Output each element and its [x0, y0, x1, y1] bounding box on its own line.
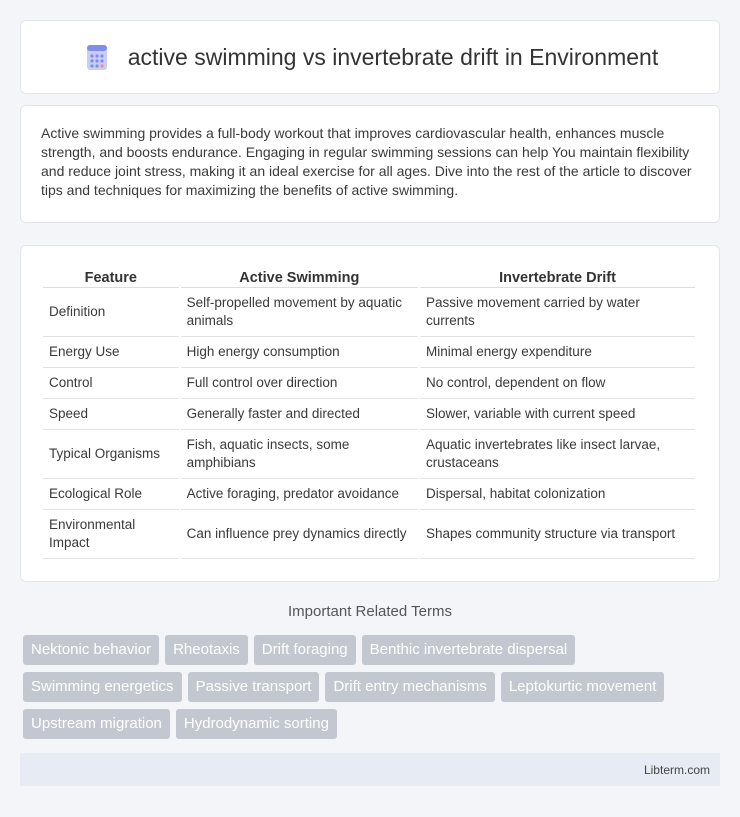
term-tag[interactable]: Leptokurtic movement: [501, 672, 665, 702]
table-cell: Aquatic invertebrates like insect larvae, crustaceans: [420, 430, 695, 479]
term-tag[interactable]: Drift foraging: [254, 635, 356, 665]
related-terms-title: Important Related Terms: [288, 603, 452, 620]
table-cell: Dispersal, habitat colonization: [420, 479, 695, 510]
related-terms-list: [23, 635, 723, 746]
term-tag[interactable]: Benthic invertebrate dispersal: [362, 635, 576, 665]
footer-site-link[interactable]: Libterm.com: [643, 762, 710, 777]
column-header: Active Swimming: [181, 266, 418, 288]
term-tag[interactable]: Passive transport: [188, 672, 320, 702]
table-cell: Energy Use: [43, 337, 179, 368]
table-cell: Speed: [43, 399, 179, 430]
page-title: active swimming vs invertebrate drift in Environment: [127, 43, 659, 70]
table-row: [43, 399, 695, 430]
table-row: [43, 337, 695, 368]
table-row: [43, 368, 695, 399]
table-cell: No control, dependent on flow: [420, 368, 695, 399]
table-cell: Definition: [43, 288, 179, 337]
header-card: [20, 20, 720, 94]
table-cell: Slower, variable with current speed: [420, 399, 695, 430]
table-row: [43, 510, 695, 559]
comparison-table: [41, 266, 697, 559]
table-cell: Environmental Impact: [43, 510, 179, 559]
intro-card: [20, 105, 720, 223]
table-cell: Active foraging, predator avoidance: [181, 479, 418, 510]
term-tag[interactable]: Rheotaxis: [165, 635, 248, 665]
table-header-row: [43, 266, 695, 288]
table-cell: Fish, aquatic insects, some amphibians: [181, 430, 418, 479]
column-header: Invertebrate Drift: [420, 266, 695, 288]
term-tag[interactable]: Upstream migration: [23, 709, 170, 739]
column-header: Feature: [43, 266, 179, 288]
comparison-card: [20, 245, 720, 582]
term-tag[interactable]: Drift entry mechanisms: [325, 672, 494, 702]
intro-paragraph: Active swimming provides a full-body workout that improves cardiovascular health, enhances muscle strength, and boosts endurance. Engaging in regular swimming sessions can help You maintain flexibility and reduce joint stress, making it an ideal exercise for all ages. Dive into the rest of the article to discover tips and techniques for maximizing the benefits of active swimming.: [41, 125, 692, 198]
table-cell: Can influence prey dynamics directly: [181, 510, 418, 559]
table-cell: Typical Organisms: [43, 430, 179, 479]
table-cell: Minimal energy expenditure: [420, 337, 695, 368]
table-row: [43, 479, 695, 510]
table-cell: Generally faster and directed: [181, 399, 418, 430]
table-cell: Full control over direction: [181, 368, 418, 399]
table-cell: Control: [43, 368, 179, 399]
term-tag[interactable]: Swimming energetics: [23, 672, 182, 702]
table-cell: Ecological Role: [43, 479, 179, 510]
term-tag[interactable]: Nektonic behavior: [23, 635, 159, 665]
term-tag[interactable]: Hydrodynamic sorting: [176, 709, 337, 739]
table-cell: Passive movement carried by water currents: [420, 288, 695, 337]
document-grid-icon: [82, 42, 112, 72]
table-cell: Shapes community structure via transport: [420, 510, 695, 559]
table-cell: Self-propelled movement by aquatic animals: [181, 288, 418, 337]
table-cell: High energy consumption: [181, 337, 418, 368]
footer: [20, 753, 720, 786]
table-row: [43, 288, 695, 337]
table-row: [43, 430, 695, 479]
